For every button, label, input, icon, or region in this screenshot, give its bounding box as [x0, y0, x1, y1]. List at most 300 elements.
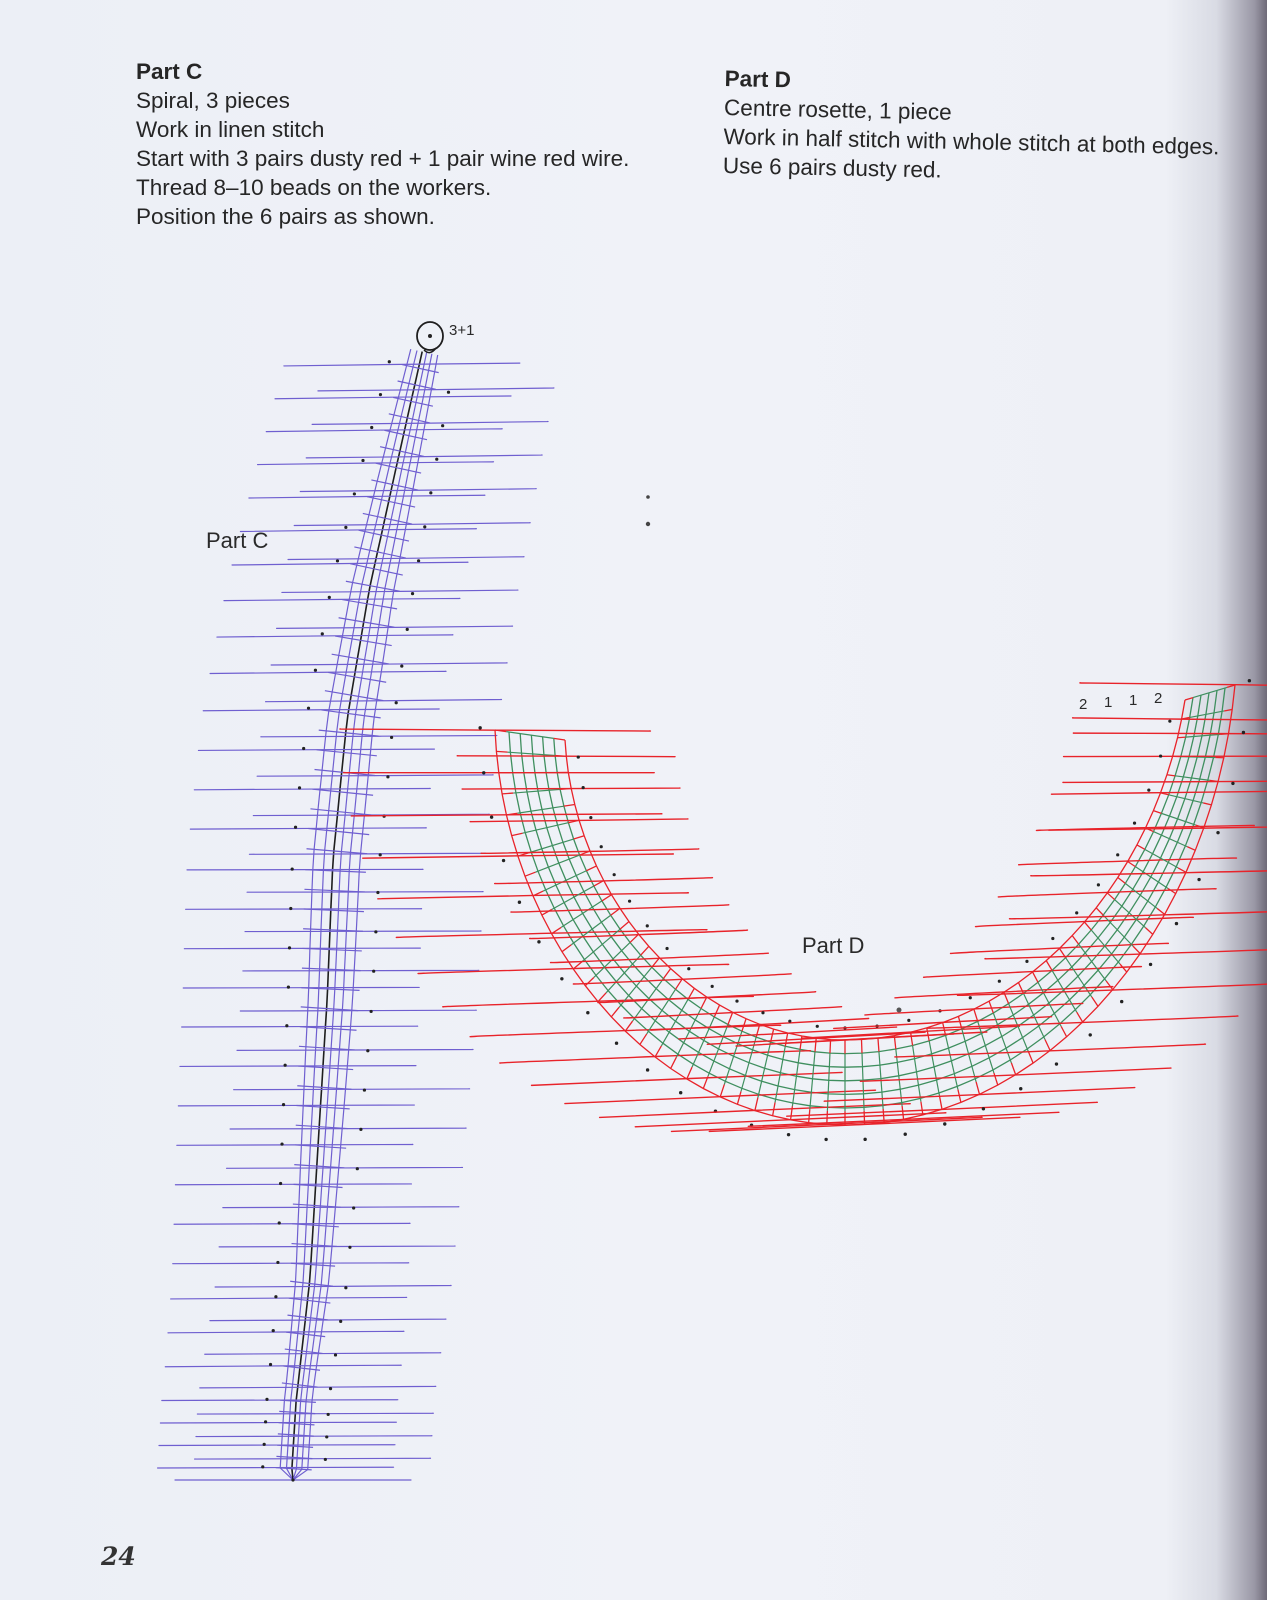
inner-picot — [624, 1007, 842, 1018]
pin-hole — [560, 977, 563, 980]
edge-picot — [219, 1246, 455, 1247]
whole-stitch-edge — [737, 1092, 741, 1105]
half-stitch-row — [1186, 734, 1221, 737]
pin-hole — [344, 1286, 347, 1289]
pin-hole — [324, 1458, 327, 1461]
pin-hole — [370, 426, 373, 429]
worker-row — [354, 547, 406, 558]
pin-hole — [1197, 878, 1200, 881]
pin-hole — [1120, 1000, 1123, 1003]
edge-picot — [257, 775, 493, 776]
outer-picot — [378, 893, 689, 899]
edge-picot — [243, 970, 479, 971]
pin-hole — [1242, 731, 1245, 734]
part-c-start-label: 3+1 — [449, 322, 475, 339]
edge-picot — [258, 462, 494, 465]
worker-row — [335, 636, 392, 646]
edge-picot — [232, 562, 468, 565]
half-stitch-row — [929, 1041, 939, 1096]
edge-picot — [247, 892, 483, 893]
edge-picot — [158, 1467, 394, 1468]
pin-hole — [429, 491, 432, 494]
worker-row — [312, 789, 373, 795]
pin-hole — [265, 1398, 268, 1401]
worker-row — [308, 829, 369, 835]
part-c-line: Work in linen stitch — [136, 117, 325, 142]
worker-row — [402, 365, 439, 373]
edge-picot — [300, 489, 536, 492]
pin-hole — [339, 1320, 342, 1323]
half-stitch-row — [571, 915, 610, 944]
worker-row — [376, 463, 421, 473]
whole-stitch-edge — [1146, 928, 1153, 935]
worker-row — [317, 750, 377, 756]
pin-hole — [490, 815, 493, 818]
pin-hole — [361, 459, 364, 462]
inner-picot — [457, 756, 675, 757]
whole-stitch-edge — [585, 977, 594, 985]
pin-hole — [352, 1206, 355, 1209]
edge-picot — [277, 626, 513, 628]
pin-mark — [646, 522, 650, 526]
half-stitch-row — [508, 752, 556, 755]
whole-stitch-edge — [496, 751, 507, 752]
pin-hole — [291, 1478, 294, 1481]
whole-stitch-edge — [574, 836, 585, 839]
whole-stitch-edge — [1178, 737, 1186, 738]
part-c-diagram — [158, 322, 554, 1482]
worker-row — [389, 414, 430, 423]
whole-stitch-edge — [625, 1021, 632, 1031]
edge-picot — [215, 1285, 451, 1287]
worker-row — [380, 447, 424, 457]
pin-hole — [278, 1221, 281, 1224]
edge-picot — [230, 1128, 466, 1129]
worker-row — [310, 809, 371, 815]
pin-hole — [1051, 937, 1054, 940]
pin-hole — [294, 826, 297, 829]
page-number: 24 — [101, 1542, 136, 1571]
pin-hole — [904, 1133, 907, 1136]
pin-hole — [280, 1142, 283, 1145]
pin-hole — [328, 596, 331, 599]
whole-stitch-edge — [1178, 868, 1186, 872]
worker-row — [319, 730, 379, 736]
edge-picot — [271, 663, 507, 665]
whole-stitch-edge — [1167, 775, 1175, 776]
worker-row — [342, 600, 397, 609]
pin-hole — [761, 1011, 764, 1014]
worker-row — [359, 530, 409, 541]
pin-hole — [502, 859, 505, 862]
whole-stitch-edge — [611, 1007, 619, 1016]
worker-row — [325, 691, 384, 701]
passive-thread — [293, 354, 432, 1480]
pin-hole — [353, 492, 356, 495]
pin-hole — [359, 1128, 362, 1131]
pin-hole — [400, 664, 403, 667]
edge-picot — [178, 1105, 414, 1106]
worker-row — [299, 1046, 355, 1050]
whole-stitch-edge — [1033, 972, 1038, 982]
whole-stitch-edge — [1203, 803, 1211, 805]
worker-row — [282, 1383, 318, 1387]
worker-row — [298, 1066, 353, 1070]
whole-stitch-edge — [940, 1096, 942, 1109]
half-stitch-row — [978, 1021, 994, 1073]
part-c-line: Spiral, 3 pieces — [136, 88, 290, 113]
worker-row — [297, 1105, 350, 1108]
edge-picot — [227, 1167, 463, 1168]
edge-picot — [173, 1263, 409, 1264]
worker-row — [393, 397, 433, 406]
whole-stitch-edge — [1185, 698, 1193, 700]
inner-picot — [1051, 791, 1267, 794]
pin-hole — [1089, 1033, 1092, 1036]
pin-hole — [435, 458, 438, 461]
pin-hole — [1216, 831, 1219, 834]
pin-hole — [261, 1465, 264, 1468]
whole-stitch-edge — [1224, 709, 1232, 711]
half-stitch-row — [993, 1013, 1011, 1063]
pin-hole — [1231, 782, 1234, 785]
pin-hole — [998, 980, 1001, 983]
edge-picot — [223, 1207, 459, 1208]
passive-thread — [543, 695, 1201, 1067]
pin-hole — [665, 947, 668, 950]
edge-picot — [312, 422, 548, 425]
pin-hole — [287, 986, 290, 989]
pin-hole — [687, 967, 690, 970]
pin-hole — [1175, 922, 1178, 925]
pin-hole — [272, 1329, 275, 1332]
pin-hole — [628, 900, 631, 903]
edge-picot — [171, 1297, 407, 1299]
half-stitch-row — [810, 1052, 815, 1109]
worker-row — [371, 480, 418, 490]
outer-picot — [927, 1016, 1238, 1028]
whole-stitch-edge — [655, 1046, 661, 1057]
worker-row — [321, 710, 380, 718]
whole-stitch-edge — [755, 1098, 758, 1111]
whole-stitch-edge — [1187, 847, 1195, 851]
whole-stitch-edge — [1084, 922, 1091, 930]
edge-picot — [249, 495, 485, 498]
edge-picot — [203, 709, 439, 711]
part-d-pair-label: 2 — [1154, 690, 1163, 707]
inner-picot — [462, 788, 680, 789]
pin-hole — [376, 891, 379, 894]
pin-hole — [787, 1133, 790, 1136]
pin-hole — [334, 1353, 337, 1356]
edge-picot — [175, 1184, 411, 1185]
outer-picot — [860, 1068, 1171, 1081]
edge-picot — [282, 590, 518, 592]
pin-hole — [284, 1064, 287, 1067]
pin-hole — [314, 669, 317, 672]
pin-hole — [289, 907, 292, 910]
outer-picot — [470, 1025, 781, 1036]
half-stitch-row — [506, 732, 554, 739]
edge-picot — [165, 1365, 401, 1367]
whole-stitch-edge — [1137, 845, 1145, 849]
whole-stitch-edge — [562, 945, 571, 952]
whole-stitch-edge — [620, 922, 629, 930]
edge-picot — [224, 598, 460, 600]
inner-picot — [895, 987, 1113, 998]
whole-stitch-edge — [1061, 1026, 1066, 1036]
edge-picot — [210, 1319, 446, 1321]
pin-hole — [307, 707, 310, 710]
pin-hole — [327, 1413, 330, 1416]
edge-picot — [194, 788, 430, 789]
pin-hole — [321, 632, 324, 635]
pin-hole — [288, 946, 291, 949]
inner-picot — [573, 974, 791, 984]
part-d-pair-label: 2 — [1079, 696, 1088, 713]
worker-row — [286, 1332, 325, 1337]
pin-hole — [370, 1010, 373, 1013]
pin-hole — [395, 701, 398, 704]
worker-row — [297, 1086, 351, 1089]
half-stitch-row — [517, 806, 563, 813]
pin-hole — [1055, 1062, 1058, 1065]
part-d-line: Work in half stitch with whole stitch at both edges. Use 6 pairs dusty red. — [722, 123, 1226, 183]
edge-picot — [318, 388, 554, 391]
whole-stitch-edge — [1106, 981, 1112, 990]
whole-stitch-edge — [830, 1040, 831, 1054]
whole-stitch-edge — [663, 969, 670, 979]
half-stitch-row — [913, 1045, 921, 1101]
worker-row — [285, 1349, 323, 1353]
whole-stitch-edge — [1128, 861, 1136, 866]
worker-row — [283, 1366, 320, 1370]
pin-mark — [646, 495, 650, 499]
half-stitch-row — [1115, 900, 1146, 928]
whole-stitch-edge — [974, 1009, 978, 1021]
outer-picot — [340, 729, 651, 731]
pin-hole — [582, 786, 585, 789]
pin-hole — [274, 1295, 277, 1298]
pin-hole — [600, 845, 603, 848]
whole-stitch-edge — [728, 1012, 733, 1024]
pin-hole — [291, 867, 294, 870]
whole-stitch-edge — [943, 1023, 946, 1036]
whole-stitch-edge — [989, 1001, 993, 1013]
whole-stitch-edge — [1072, 936, 1078, 945]
pin-hole — [329, 1387, 332, 1390]
edge-picot — [187, 869, 423, 870]
worker-row — [289, 1298, 331, 1303]
whole-stitch-edge — [676, 979, 683, 990]
pin-hole — [386, 775, 389, 778]
edge-picot — [275, 396, 511, 399]
whole-stitch-edge — [586, 866, 596, 871]
pin-hole — [679, 1091, 682, 1094]
outer-picot — [500, 1051, 811, 1063]
pin-hole — [969, 996, 972, 999]
pin-hole — [388, 360, 391, 363]
whole-stitch-edge — [1011, 1063, 1015, 1075]
whole-stitch-edge — [720, 1084, 724, 1097]
pin-hole — [863, 1138, 866, 1141]
half-stitch-row — [1190, 711, 1224, 717]
outer-picot — [824, 1088, 1135, 1102]
pin-hole — [1149, 963, 1152, 966]
outer-picot — [1031, 869, 1267, 876]
whole-stitch-edge — [502, 793, 513, 794]
edge-picot — [180, 1066, 416, 1067]
pin-hole — [325, 1435, 328, 1438]
whole-stitch-edge — [1133, 946, 1140, 953]
pin-hole — [344, 526, 347, 529]
edge-picot — [240, 1010, 476, 1011]
whole-stitch-edge — [701, 997, 707, 1008]
whole-stitch-edge — [1096, 908, 1103, 915]
pin-mark — [897, 1008, 902, 1013]
worker-row — [287, 1315, 327, 1320]
pin-hole — [482, 771, 485, 774]
pin-hole — [613, 873, 616, 876]
whole-stitch-edge — [525, 872, 535, 876]
edge-picot — [306, 455, 542, 458]
edge-picot — [195, 1458, 431, 1459]
whole-stitch-edge — [512, 833, 523, 835]
inner-picot — [679, 1027, 897, 1039]
pin-hole — [372, 970, 375, 973]
inner-picot — [924, 967, 1142, 978]
edge-picot — [183, 987, 419, 988]
whole-stitch-edge — [602, 895, 612, 901]
worker-row — [339, 618, 395, 627]
pin-hole — [646, 1068, 649, 1071]
half-stitch-row — [1193, 687, 1227, 697]
edge-picot — [159, 1445, 395, 1446]
whole-stitch-edge — [1107, 893, 1114, 900]
edge-picot — [168, 1331, 404, 1333]
edge-picot — [234, 1089, 470, 1090]
pin-hole — [824, 1138, 827, 1141]
edge-picot — [205, 1353, 441, 1355]
whole-stitch-edge — [1077, 1012, 1083, 1022]
pin-hole — [423, 525, 426, 528]
part-c-line: Thread 8–10 beads on the workers. — [136, 175, 492, 200]
passive-thread — [531, 693, 1209, 1081]
edge-picot — [217, 635, 453, 637]
worker-row — [300, 1027, 357, 1031]
half-stitch-row — [513, 789, 560, 793]
part-c-heading: Part C — [136, 59, 203, 84]
pin-hole — [269, 1363, 272, 1366]
whole-stitch-edge — [815, 1038, 816, 1052]
pin-hole — [1019, 1087, 1022, 1090]
whole-stitch-edge — [1046, 961, 1052, 971]
half-stitch-row — [827, 1053, 830, 1111]
whole-stitch-edge — [1118, 877, 1126, 883]
edge-picot — [182, 1026, 418, 1027]
whole-stitch-edge — [1045, 1040, 1050, 1051]
pin-hole — [1025, 960, 1028, 963]
pin-hole — [518, 901, 521, 904]
worker-row — [363, 513, 412, 524]
worker-row — [384, 430, 427, 439]
edge-picot — [266, 699, 502, 701]
part-c-line: Start with 3 pairs dusty red + 1 pair wine red wire. — [136, 146, 630, 171]
pin-hole — [447, 391, 450, 394]
passive-thread — [565, 700, 1185, 1040]
pin-hole — [356, 1167, 359, 1170]
edge-picot — [177, 1144, 413, 1145]
whole-stitch-edge — [687, 1067, 692, 1079]
edge-picot — [249, 853, 485, 854]
worker-row — [328, 672, 386, 682]
pin-hole — [982, 1107, 985, 1110]
pin-hole — [1168, 720, 1171, 723]
pin-hole — [363, 1088, 366, 1091]
pin-hole — [279, 1182, 282, 1185]
pin-hole — [735, 999, 738, 1002]
worker-row — [307, 849, 368, 854]
half-stitch-row — [792, 1049, 800, 1106]
worker-row — [346, 581, 400, 591]
pin-hole — [264, 1420, 267, 1423]
pin-hole — [577, 755, 580, 758]
edge-picot — [197, 1413, 433, 1414]
pin-hole — [406, 628, 409, 631]
edge-picot — [245, 931, 481, 932]
edge-picot — [190, 828, 426, 829]
whole-stitch-edge — [927, 1028, 929, 1041]
edge-picot — [294, 523, 530, 526]
half-stitch-row — [1125, 883, 1157, 908]
whole-stitch-edge — [902, 1106, 903, 1119]
outer-picot — [418, 964, 729, 973]
edge-picot — [240, 529, 476, 532]
edge-picot — [184, 948, 420, 949]
whole-stitch-edge — [1092, 997, 1098, 1006]
worker-row — [290, 1281, 333, 1286]
whole-stitch-edge — [542, 910, 552, 916]
whole-stitch-edge — [994, 1073, 998, 1085]
pin-hole — [943, 1122, 946, 1125]
part-c-diagram-label: Part C — [206, 528, 269, 553]
pin-hole — [302, 747, 305, 750]
pin-hole — [1248, 679, 1251, 682]
edge-picot — [174, 1223, 410, 1224]
pin-hole — [441, 424, 444, 427]
pin-hole — [1075, 911, 1078, 914]
pin-hole — [478, 726, 481, 729]
worker-row — [367, 497, 415, 507]
pin-hole — [615, 1041, 618, 1044]
pin-hole — [537, 940, 540, 943]
pin-hole — [298, 786, 301, 789]
whole-stitch-edge — [641, 946, 649, 955]
whole-stitch-edge — [714, 1005, 719, 1017]
passive-thread — [509, 688, 1225, 1108]
part-c-line: Position the 6 pairs as shown. — [136, 204, 435, 229]
pin-hole — [282, 1103, 285, 1106]
edge-picot — [210, 671, 446, 673]
inner-picot — [1019, 858, 1237, 865]
part-d-pair-label: 1 — [1129, 692, 1138, 709]
pin-hole — [646, 924, 649, 927]
half-stitch-row — [708, 1024, 728, 1076]
pin-hole — [907, 1019, 910, 1022]
pin-hole — [1147, 789, 1150, 792]
part-d-diagram-label: Part D — [802, 933, 865, 958]
outer-picot — [1073, 733, 1267, 734]
